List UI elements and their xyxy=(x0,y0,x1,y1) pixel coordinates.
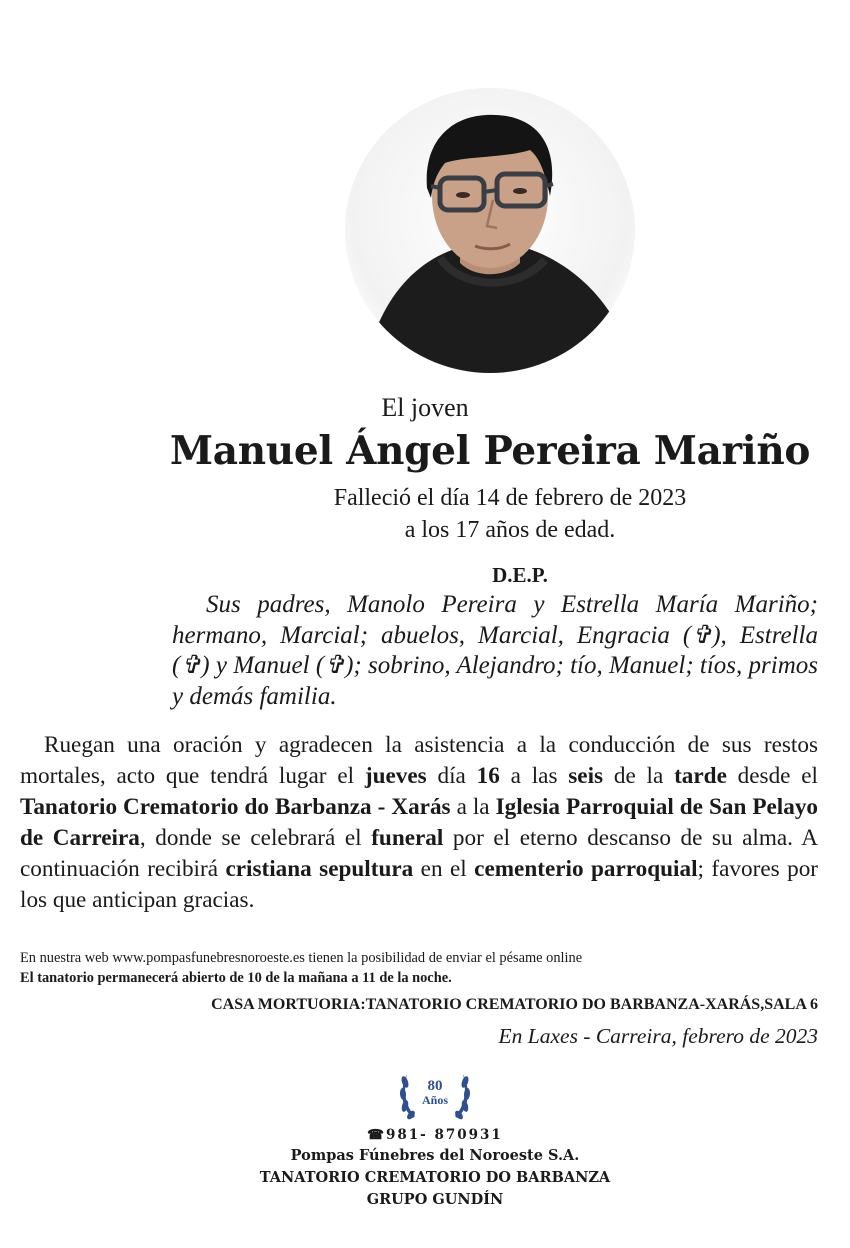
body-bold: seis xyxy=(568,763,604,789)
company-tanatorio: TANATORIO CREMATORIO DO BARBANZA xyxy=(259,1169,611,1186)
body-text: ; favores por los que anticipan gracias. xyxy=(20,856,819,913)
company-name: Pompas Fúnebres del Noroeste S.A. xyxy=(290,1147,580,1164)
web-notice xyxy=(20,948,820,988)
body-text: , donde se celebrará el xyxy=(139,825,372,851)
logo-word: Años xyxy=(421,1093,449,1107)
body-text: Ruegan una oración y agradecen la asistencia a la conducción de sus restos mortales, acto que tendrá lugar el xyxy=(20,732,818,789)
ceremony-text xyxy=(20,730,818,916)
body-bold: funeral xyxy=(371,825,444,851)
anniversary-logo xyxy=(395,1060,475,1125)
body-text: en el xyxy=(413,856,475,882)
death-date: Falleció el día 14 de febrero de 2023 xyxy=(333,485,687,511)
body-bold: Iglesia Parroquial de San Pelayo de Carreira xyxy=(20,794,819,851)
place-date: En Laxes - Carreira, febrero de 2023 xyxy=(498,1024,818,1048)
logo-number: 80 xyxy=(427,1078,443,1094)
website-link[interactable]: www.pompasfunebresnoroeste.es xyxy=(112,950,305,966)
company-group: GRUPO GUNDÍN xyxy=(366,1191,504,1208)
body-text: por el eterno descanso de su alma. A continuación recibirá xyxy=(20,825,819,882)
web-suffix: tienen la posibilidad de enviar el pésame online xyxy=(304,950,583,966)
body-text: desde el xyxy=(726,763,819,789)
portrait-photo xyxy=(345,88,635,373)
body-text: a la xyxy=(450,794,496,820)
company-footer xyxy=(0,1145,850,1211)
body-bold: tarde xyxy=(674,763,727,789)
body-text: de la xyxy=(603,763,675,789)
web-prefix: En nuestra web xyxy=(20,950,113,966)
mortuary-house: CASA MORTUORIA:TANATORIO CREMATORIO DO BARBANZA-XARÁS,SALA 6 xyxy=(211,996,818,1013)
dep-label: D.E.P. xyxy=(492,563,548,587)
body-text: día xyxy=(426,763,477,789)
body-bold: cementerio parroquial xyxy=(474,856,698,882)
web-line xyxy=(20,948,820,968)
deceased-name: Manuel Ángel Pereira Mariño xyxy=(169,428,811,474)
body-bold: Tanatorio Crematorio do Barbanza - Xarás xyxy=(20,794,451,820)
body-bold: cristiana sepultura xyxy=(225,856,414,882)
body-bold: jueves xyxy=(364,763,427,789)
intro-label: El joven xyxy=(381,393,469,422)
body-bold: 16 xyxy=(476,763,500,789)
opening-hours: El tanatorio permanecerá abierto de 10 de la mañana a 11 de la noche. xyxy=(20,970,452,986)
family-list: Sus padres, Manolo Pereira y Estrella María Mariño; hermano, Marcial; abuelos, Marcial, Engracia (✞), Estrella (✞) y Manuel (✞); sobrino, Alejandro; tío, Manuel; tíos, primos y demás familia. xyxy=(172,591,818,710)
portrait-image xyxy=(345,88,635,373)
body-text: a las xyxy=(499,763,569,789)
death-info xyxy=(200,482,820,546)
phone-number: ☎981- 870931 xyxy=(367,1127,503,1143)
age: a los 17 años de edad. xyxy=(404,517,616,543)
